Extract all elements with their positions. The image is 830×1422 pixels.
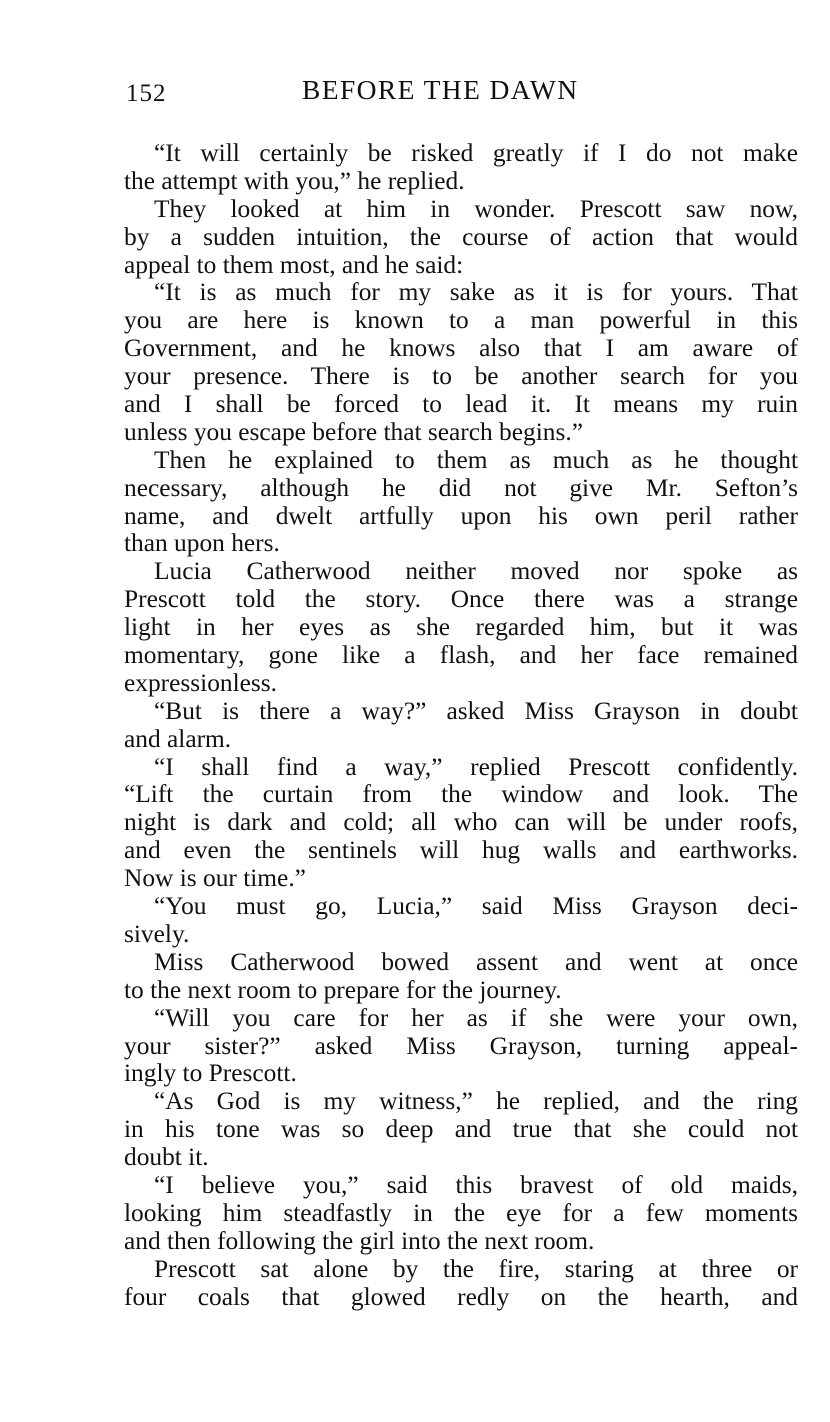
text-line: “It will certainly be risked greatly if I do not make <box>154 139 798 167</box>
text-line: Then he explained to them as much as he thought <box>154 445 798 474</box>
running-head <box>126 72 798 108</box>
text-line: Lucia Catherwood neither moved nor spoke as <box>154 557 798 586</box>
text-line: “But is there a way?” asked Miss Grayson in doubt <box>154 696 798 725</box>
text-line: looking him steadfastly in the eye for a few moments <box>124 1198 798 1227</box>
page-number: 152 <box>126 80 167 107</box>
text-line: four coals that glowed redly on the hearth, and <box>124 1282 798 1311</box>
text-line: Miss Catherwood bowed assent and went at once <box>154 947 798 976</box>
text-line: your presence. There is to be another search for you <box>124 362 798 391</box>
text-line: “I believe you,” said this bravest of old maids, <box>154 1170 798 1199</box>
text-line: and then following the girl into the next room. <box>124 1226 595 1255</box>
running-title: BEFORE THE DAWN <box>302 74 579 105</box>
text-line: name, and dwelt artfully upon his own peril rather <box>124 501 798 530</box>
text-line: expressionless. <box>124 668 278 697</box>
text-line: They looked at him in wonder. Prescott saw now, <box>154 194 798 223</box>
body-text <box>124 140 798 1311</box>
text-line: your sister?” asked Miss Grayson, turning appeal- <box>124 1031 798 1060</box>
text-line: night is dark and cold; all who can will be under roofs, <box>124 808 798 837</box>
text-line: you are here is known to a man powerful in this <box>124 306 798 335</box>
text-line: sively. <box>124 919 190 948</box>
text-line: necessary, although he did not give Mr. Sefton’s <box>124 473 798 502</box>
text-line: and I shall be forced to lead it. It means my ruin <box>124 390 798 419</box>
text-line: “It is as much for my sake as it is for yours. That <box>154 278 798 307</box>
text-line: and alarm. <box>124 724 232 753</box>
text-line: the attempt with you,” he replied. <box>124 166 465 195</box>
text-line: Now is our time.” <box>124 864 306 893</box>
text-line: and even the sentinels will hug walls and earthworks. <box>124 836 798 865</box>
text-line: in his tone was so deep and true that she could not <box>124 1115 798 1144</box>
text-line: “Will you care for her as if she were your own, <box>154 1003 798 1032</box>
text-line: to the next room to prepare for the journey. <box>124 975 562 1004</box>
text-line: “I shall find a way,” replied Prescott confidently. <box>154 752 798 781</box>
text-line: “Lift the curtain from the window and look. The <box>124 780 798 809</box>
text-line: “As God is my witness,” he replied, and the ring <box>154 1087 798 1116</box>
text-line: unless you escape before that search begins.” <box>124 417 583 446</box>
text-line: appeal to them most, and he said: <box>124 250 464 279</box>
text-line: than upon hers. <box>124 529 280 558</box>
text-line: by a sudden intuition, the course of action that would <box>124 222 798 251</box>
text-line: Prescott sat alone by the fire, staring at three or <box>154 1254 798 1283</box>
text-line: light in her eyes as she regarded him, but it was <box>124 613 798 642</box>
text-line: momentary, gone like a flash, and her face remained <box>124 641 798 670</box>
text-line: doubt it. <box>124 1143 209 1172</box>
text-line: Prescott told the story. Once there was a strange <box>124 585 798 614</box>
text-line: Government, and he knows also that I am aware of <box>124 334 798 363</box>
text-line: “You must go, Lucia,” said Miss Grayson deci- <box>154 892 798 921</box>
text-line: ingly to Prescott. <box>124 1059 297 1088</box>
